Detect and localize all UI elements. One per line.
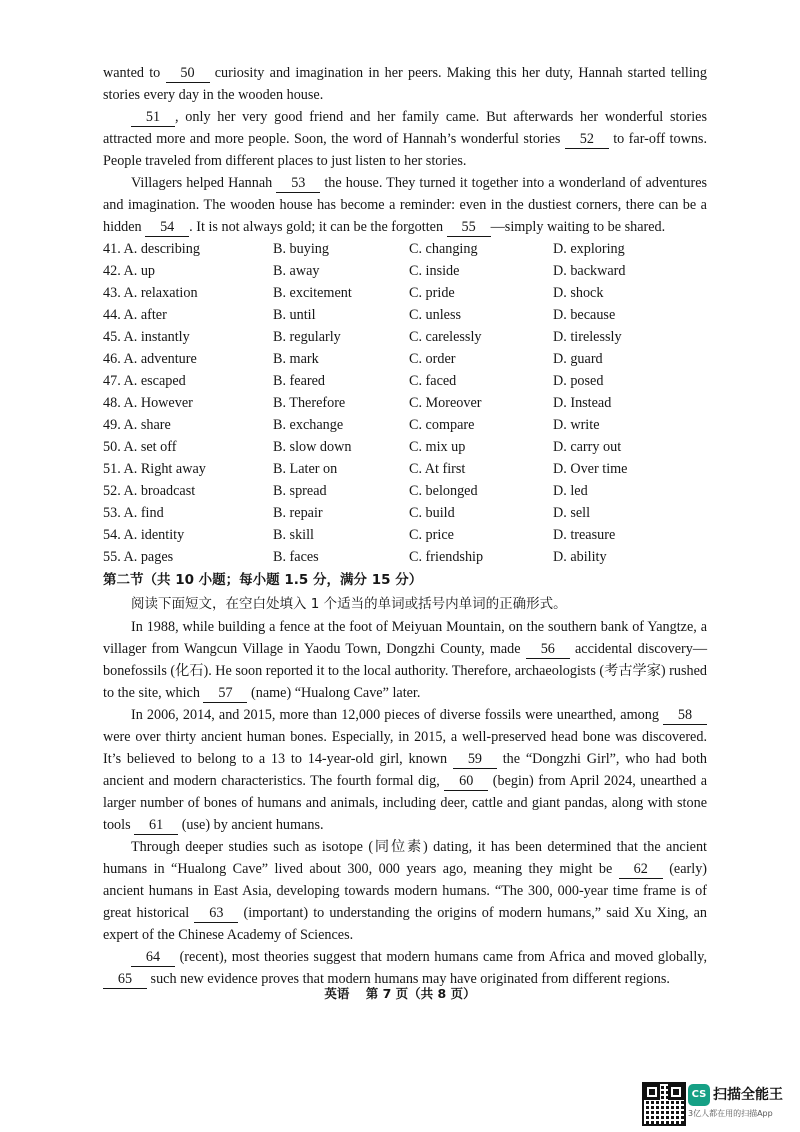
option-b: B. until xyxy=(273,307,316,323)
watermark-name: 扫描全能王 xyxy=(713,1087,783,1103)
option-d: D. treasure xyxy=(553,527,616,543)
watermark-tagline: 3亿人都在用的扫描App xyxy=(688,1109,773,1118)
option-d: D. Over time xyxy=(553,461,628,477)
option-d: D. sell xyxy=(553,505,591,521)
text: curiosity and imagination in her peers. Making this her duty, Hannah started telling stories every day in the wooden house. xyxy=(103,65,707,103)
text: —simply waiting to be shared. xyxy=(490,219,666,235)
text: wanted to xyxy=(103,65,161,81)
section-title: 第二节（共 10 小题；每小题 1.5 分，满分 15 分） xyxy=(103,572,423,588)
option-b: B. faces xyxy=(273,549,319,565)
paragraph xyxy=(103,836,707,946)
option-c: C. order xyxy=(409,351,456,367)
text: , only her very good friend and her family came. But afterwards her wonderful stories attracted more and more people. Soon, the word of Hannah’s wonderful stories xyxy=(103,109,707,147)
paragraph xyxy=(103,704,707,836)
text: (use) by ancient humans. xyxy=(181,817,324,833)
text: Through deeper studies such as isotope (同位素) dating, it has been determined that the ancient humans in “Hualong Cave” lived about 300, 000 years ago, meaning they might be xyxy=(103,839,707,877)
option-a: 41. A. describing xyxy=(103,241,200,257)
qr-code-icon xyxy=(642,1082,686,1126)
option-row xyxy=(103,260,707,282)
blank-61: 61 xyxy=(134,817,178,835)
text: In 2006, 2014, and 2015, more than 12,000 pieces of diverse fossils were unearthed, among xyxy=(131,707,659,723)
option-c: C. unless xyxy=(409,307,462,323)
option-row xyxy=(103,458,707,480)
option-row xyxy=(103,348,707,370)
option-row xyxy=(103,546,707,568)
option-b: B. buying xyxy=(273,241,329,257)
option-d: D. ability xyxy=(553,549,607,565)
text: In 1988, while building a fence at the foot of Meiyuan Mountain, on the southern bank of Yangtze, a villager from Wangcun Village in Yaodu Town, Dongzhi County, made xyxy=(103,619,707,657)
blank-55: 55 xyxy=(447,219,491,237)
text: (begin) from April 2024, unearthed a larger number of bones of humans and animals, including deer, cattle and giant pandas, along with stone tools xyxy=(103,773,708,833)
page-footer xyxy=(0,984,800,1002)
text: accidental discovery—bonefossils (化石). He soon reported it to the local authority. Therefore, archaeologists (考古学家) rushed to the site, which xyxy=(103,641,708,701)
page-content xyxy=(103,62,707,990)
camscanner-logo-icon: CS xyxy=(688,1084,710,1106)
paragraph xyxy=(103,616,707,704)
blank-62: 62 xyxy=(619,861,663,879)
blank-52: 52 xyxy=(565,131,609,149)
text: (recent), most theories suggest that modern humans came from Africa and moved globally, xyxy=(179,949,708,965)
text: Villagers helped Hannah xyxy=(131,175,273,191)
option-a: 47. A. escaped xyxy=(103,373,186,389)
option-c: C. belonged xyxy=(409,483,478,499)
option-d: D. Instead xyxy=(553,395,612,411)
text: the “Dongzhi Girl”, who had both ancient and modern characteristics. The fourth formal dig, xyxy=(103,751,708,789)
footer-page-number: 第 7 页（共 8 页） xyxy=(365,986,476,1001)
option-b: B. regularly xyxy=(273,329,341,345)
option-d: D. posed xyxy=(553,373,604,389)
option-b: B. feared xyxy=(273,373,325,389)
option-c: C. mix up xyxy=(409,439,466,455)
blank-51: 51 xyxy=(131,109,175,127)
blank-50: 50 xyxy=(166,65,210,83)
option-b: B. exchange xyxy=(273,417,344,433)
option-row xyxy=(103,414,707,436)
option-b: B. away xyxy=(273,263,320,279)
option-b: B. Later on xyxy=(273,461,338,477)
blank-65: 65 xyxy=(103,971,147,989)
option-d: D. carry out xyxy=(553,439,622,455)
text: . It is not always gold; it can be the forgotten xyxy=(189,219,444,235)
option-b: B. slow down xyxy=(273,439,352,455)
option-row xyxy=(103,392,707,414)
blank-57: 57 xyxy=(203,685,247,703)
option-a: 46. A. adventure xyxy=(103,351,197,367)
option-c: C. carelessly xyxy=(409,329,482,345)
paragraph xyxy=(103,172,707,238)
option-a: 48. A. However xyxy=(103,395,193,411)
option-a: 42. A. up xyxy=(103,263,156,279)
option-d: D. led xyxy=(553,483,588,499)
option-row xyxy=(103,524,707,546)
option-a: 45. A. instantly xyxy=(103,329,190,345)
text: (early) ancient humans in East Asia, developing towards modern humans. “The 300, 000-year time frame is of great historical xyxy=(103,861,708,921)
option-c: C. price xyxy=(409,527,454,543)
option-d: D. exploring xyxy=(553,241,625,257)
section-instruction: 阅读下面短文，在空白处填入 1 个适当的单词或括号内单词的正确形式。 xyxy=(131,596,567,612)
blank-63: 63 xyxy=(194,905,238,923)
option-c: C. friendship xyxy=(409,549,484,565)
option-c: C. changing xyxy=(409,241,478,257)
option-a: 52. A. broadcast xyxy=(103,483,196,499)
blank-59: 59 xyxy=(453,751,497,769)
option-b: B. excitement xyxy=(273,285,352,301)
options-list xyxy=(103,238,707,568)
option-a: 54. A. identity xyxy=(103,527,185,543)
blank-54: 54 xyxy=(145,219,189,237)
option-b: B. Therefore xyxy=(273,395,346,411)
option-c: C. compare xyxy=(409,417,475,433)
option-c: C. faced xyxy=(409,373,457,389)
option-row xyxy=(103,238,707,260)
option-row xyxy=(103,370,707,392)
option-a: 49. A. share xyxy=(103,417,171,433)
text: the house. They turned it together into a wonderland of adventures and imagination. The wooden house has become a reminder: even in the dustiest corners, there can be a hidden xyxy=(103,175,708,235)
option-c: C. At first xyxy=(409,461,466,477)
text: (important) to understanding the origins of modern humans,” said Xu Xing, an expert of the Chinese Academy of Sciences. xyxy=(103,905,708,943)
option-b: B. mark xyxy=(273,351,319,367)
text: to far-off towns. People traveled from different places to just listen to her stories. xyxy=(103,131,707,169)
blank-58: 58 xyxy=(663,707,707,725)
option-d: D. shock xyxy=(553,285,604,301)
option-row xyxy=(103,304,707,326)
paragraph xyxy=(103,62,707,106)
paragraph xyxy=(103,106,707,172)
option-a: 53. A. find xyxy=(103,505,164,521)
text: were over thirty ancient human bones. Especially, in 2015, a well-preserved head bone was discovered. It’s believed to belong to a 13 to 14-year-old girl, known xyxy=(103,729,707,767)
option-row xyxy=(103,480,707,502)
footer-subject: 英语 xyxy=(324,986,350,1001)
option-d: D. because xyxy=(553,307,616,323)
text: (name) “Hualong Cave” later. xyxy=(251,685,421,701)
option-a: 50. A. set off xyxy=(103,439,177,455)
option-c: C. build xyxy=(409,505,455,521)
blank-53: 53 xyxy=(276,175,320,193)
option-b: B. skill xyxy=(273,527,314,543)
option-a: 51. A. Right away xyxy=(103,461,206,477)
option-row xyxy=(103,282,707,304)
option-c: C. pride xyxy=(409,285,455,301)
option-d: D. backward xyxy=(553,263,626,279)
option-a: 43. A. relaxation xyxy=(103,285,198,301)
option-row xyxy=(103,326,707,348)
option-row xyxy=(103,436,707,458)
text: such new evidence proves that modern humans may have originated from different regions. xyxy=(150,971,670,987)
blank-64: 64 xyxy=(131,949,175,967)
blank-56: 56 xyxy=(526,641,570,659)
option-c: C. inside xyxy=(409,263,460,279)
blank-60: 60 xyxy=(444,773,488,791)
option-a: 55. A. pages xyxy=(103,549,174,565)
option-d: D. guard xyxy=(553,351,603,367)
option-b: B. repair xyxy=(273,505,323,521)
option-b: B. spread xyxy=(273,483,327,499)
option-c: C. Moreover xyxy=(409,395,482,411)
option-row xyxy=(103,502,707,524)
option-d: D. tirelessly xyxy=(553,329,622,345)
option-d: D. write xyxy=(553,417,600,433)
option-a: 44. A. after xyxy=(103,307,167,323)
